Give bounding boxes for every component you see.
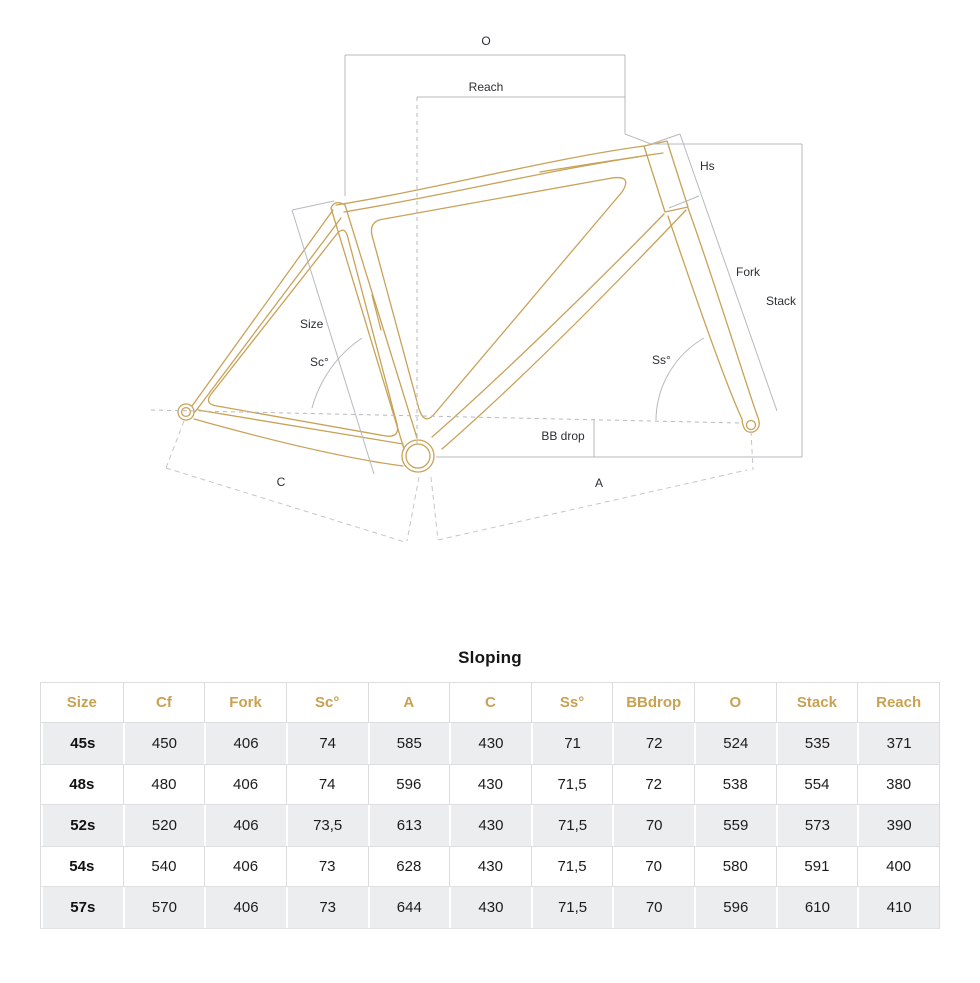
col-header-reach: Reach xyxy=(857,682,939,723)
table-cell: 71,5 xyxy=(531,805,613,846)
front-triangle-inner xyxy=(371,178,625,419)
bike-frame-drawing xyxy=(178,141,759,472)
dim-sc-arc xyxy=(312,338,362,408)
table-cell: 430 xyxy=(449,887,531,928)
table-cell: 480 xyxy=(123,764,205,805)
table-cell: 406 xyxy=(204,764,286,805)
table-cell: 73 xyxy=(286,846,368,887)
rear-dropout-inner xyxy=(182,408,191,417)
label-hs: Hs xyxy=(700,159,715,173)
table-body xyxy=(41,723,939,928)
down-tube-upper xyxy=(432,214,664,437)
label-o: O xyxy=(481,34,491,48)
label-reach: Reach xyxy=(468,80,504,94)
dim-hs-tick-bottom xyxy=(669,196,699,208)
front-axle xyxy=(747,421,756,430)
table-cell: 71,5 xyxy=(531,764,613,805)
table-cell: 390 xyxy=(857,805,939,846)
table-cell: 554 xyxy=(776,764,858,805)
seat-tube-left xyxy=(331,208,404,449)
header-row xyxy=(41,682,939,723)
table-cell: 540 xyxy=(123,846,205,887)
table-cell: 380 xyxy=(857,764,939,805)
table-cell: 585 xyxy=(368,723,450,764)
table-cell: 535 xyxy=(776,723,858,764)
dim-size-line xyxy=(292,210,374,474)
col-header-sc: Sc° xyxy=(286,682,368,723)
table-cell: 73 xyxy=(286,887,368,928)
col-header-bbdrop: BBdrop xyxy=(612,682,694,723)
geometry-table-section xyxy=(40,648,940,929)
table-cell: 406 xyxy=(204,846,286,887)
seat-stay-upper xyxy=(192,210,333,406)
table-cell: 430 xyxy=(449,723,531,764)
table-cell: 430 xyxy=(449,764,531,805)
dim-fork-line xyxy=(680,134,777,411)
table-title: Sloping xyxy=(458,648,522,667)
table-row-54s xyxy=(41,846,939,887)
col-header-o: O xyxy=(694,682,776,723)
col-header-ss: Ss° xyxy=(531,682,613,723)
label-size: Size xyxy=(300,317,324,331)
top-tube-detail xyxy=(540,157,638,172)
row-size-label: 48s xyxy=(41,764,123,805)
head-tube xyxy=(644,141,688,212)
table-cell: 559 xyxy=(694,805,776,846)
table-row-52s xyxy=(41,805,939,846)
dim-a-left xyxy=(431,477,438,540)
table-cell: 610 xyxy=(776,887,858,928)
table-cell: 73,5 xyxy=(286,805,368,846)
table-cell: 406 xyxy=(204,805,286,846)
chain-stay-upper xyxy=(198,410,403,444)
col-header-fork: Fork xyxy=(204,682,286,723)
seat-stay-lower xyxy=(195,218,341,412)
col-header-size: Size xyxy=(41,682,123,723)
dim-c-left xyxy=(166,421,184,468)
table-cell: 72 xyxy=(612,764,694,805)
table-cell: 613 xyxy=(368,805,450,846)
table-row-45s xyxy=(41,723,939,764)
table-cell: 74 xyxy=(286,764,368,805)
label-a: A xyxy=(594,476,604,490)
table-cell: 570 xyxy=(123,887,205,928)
table-cell: 591 xyxy=(776,846,858,887)
dashed-measure-lines xyxy=(166,421,753,542)
row-size-label: 57s xyxy=(41,887,123,928)
col-header-c: C xyxy=(449,682,531,723)
dim-a-right xyxy=(751,431,753,470)
label-sc-angle: Sc° xyxy=(310,355,329,369)
table-cell: 644 xyxy=(368,887,450,928)
label-fork: Fork xyxy=(736,265,760,279)
label-c: C xyxy=(276,475,286,489)
label-ss-angle: Ss° xyxy=(652,353,671,367)
fork-outer xyxy=(688,208,757,415)
down-tube-lower xyxy=(442,210,686,449)
table-cell: 410 xyxy=(857,887,939,928)
table-cell: 71,5 xyxy=(531,846,613,887)
table-cell: 450 xyxy=(123,723,205,764)
row-size-label: 52s xyxy=(41,805,123,846)
bb-shell-inner xyxy=(406,444,430,468)
table-row-48s xyxy=(41,764,939,805)
table-cell: 70 xyxy=(612,805,694,846)
table-cell: 524 xyxy=(694,723,776,764)
dim-o-connector xyxy=(625,134,651,144)
table-cell: 72 xyxy=(612,723,694,764)
table-cell: 596 xyxy=(368,764,450,805)
top-tube-lower xyxy=(344,153,663,212)
row-size-label: 54s xyxy=(41,846,123,887)
geometry-table xyxy=(40,682,940,929)
table-cell: 406 xyxy=(204,887,286,928)
table-cell: 70 xyxy=(612,887,694,928)
table-cell: 74 xyxy=(286,723,368,764)
table-cell: 520 xyxy=(123,805,205,846)
dim-ss-arc xyxy=(656,338,704,420)
table-cell: 70 xyxy=(612,846,694,887)
row-size-label: 45s xyxy=(41,723,123,764)
table-cell: 71,5 xyxy=(531,887,613,928)
seat-tube-detail xyxy=(372,295,381,330)
dim-c-line xyxy=(166,468,405,542)
table-cell: 628 xyxy=(368,846,450,887)
table-cell: 430 xyxy=(449,805,531,846)
table-cell: 580 xyxy=(694,846,776,887)
col-header-a: A xyxy=(368,682,450,723)
table-cell: 573 xyxy=(776,805,858,846)
seat-tube-right xyxy=(345,205,417,438)
label-bbdrop: BB drop xyxy=(541,429,585,443)
dim-c-right xyxy=(407,477,419,541)
dim-hs-tick-top xyxy=(651,134,680,144)
bb-shell-outer xyxy=(402,440,434,472)
fork-inner xyxy=(668,216,742,419)
table-cell: 538 xyxy=(694,764,776,805)
dim-size-tick xyxy=(292,201,334,210)
col-header-cf: Cf xyxy=(123,682,205,723)
label-stack: Stack xyxy=(766,294,797,308)
col-header-stack: Stack xyxy=(776,682,858,723)
dim-a-line xyxy=(438,470,747,540)
table-cell: 430 xyxy=(449,846,531,887)
rear-dropout-outer xyxy=(178,404,194,420)
table-cell: 400 xyxy=(857,846,939,887)
table-cell: 371 xyxy=(857,723,939,764)
table-cell: 71 xyxy=(531,723,613,764)
table-cell: 596 xyxy=(694,887,776,928)
table-header xyxy=(41,682,939,723)
top-tube-upper xyxy=(336,146,644,205)
table-row-57s xyxy=(41,887,939,928)
table-cell: 406 xyxy=(204,723,286,764)
